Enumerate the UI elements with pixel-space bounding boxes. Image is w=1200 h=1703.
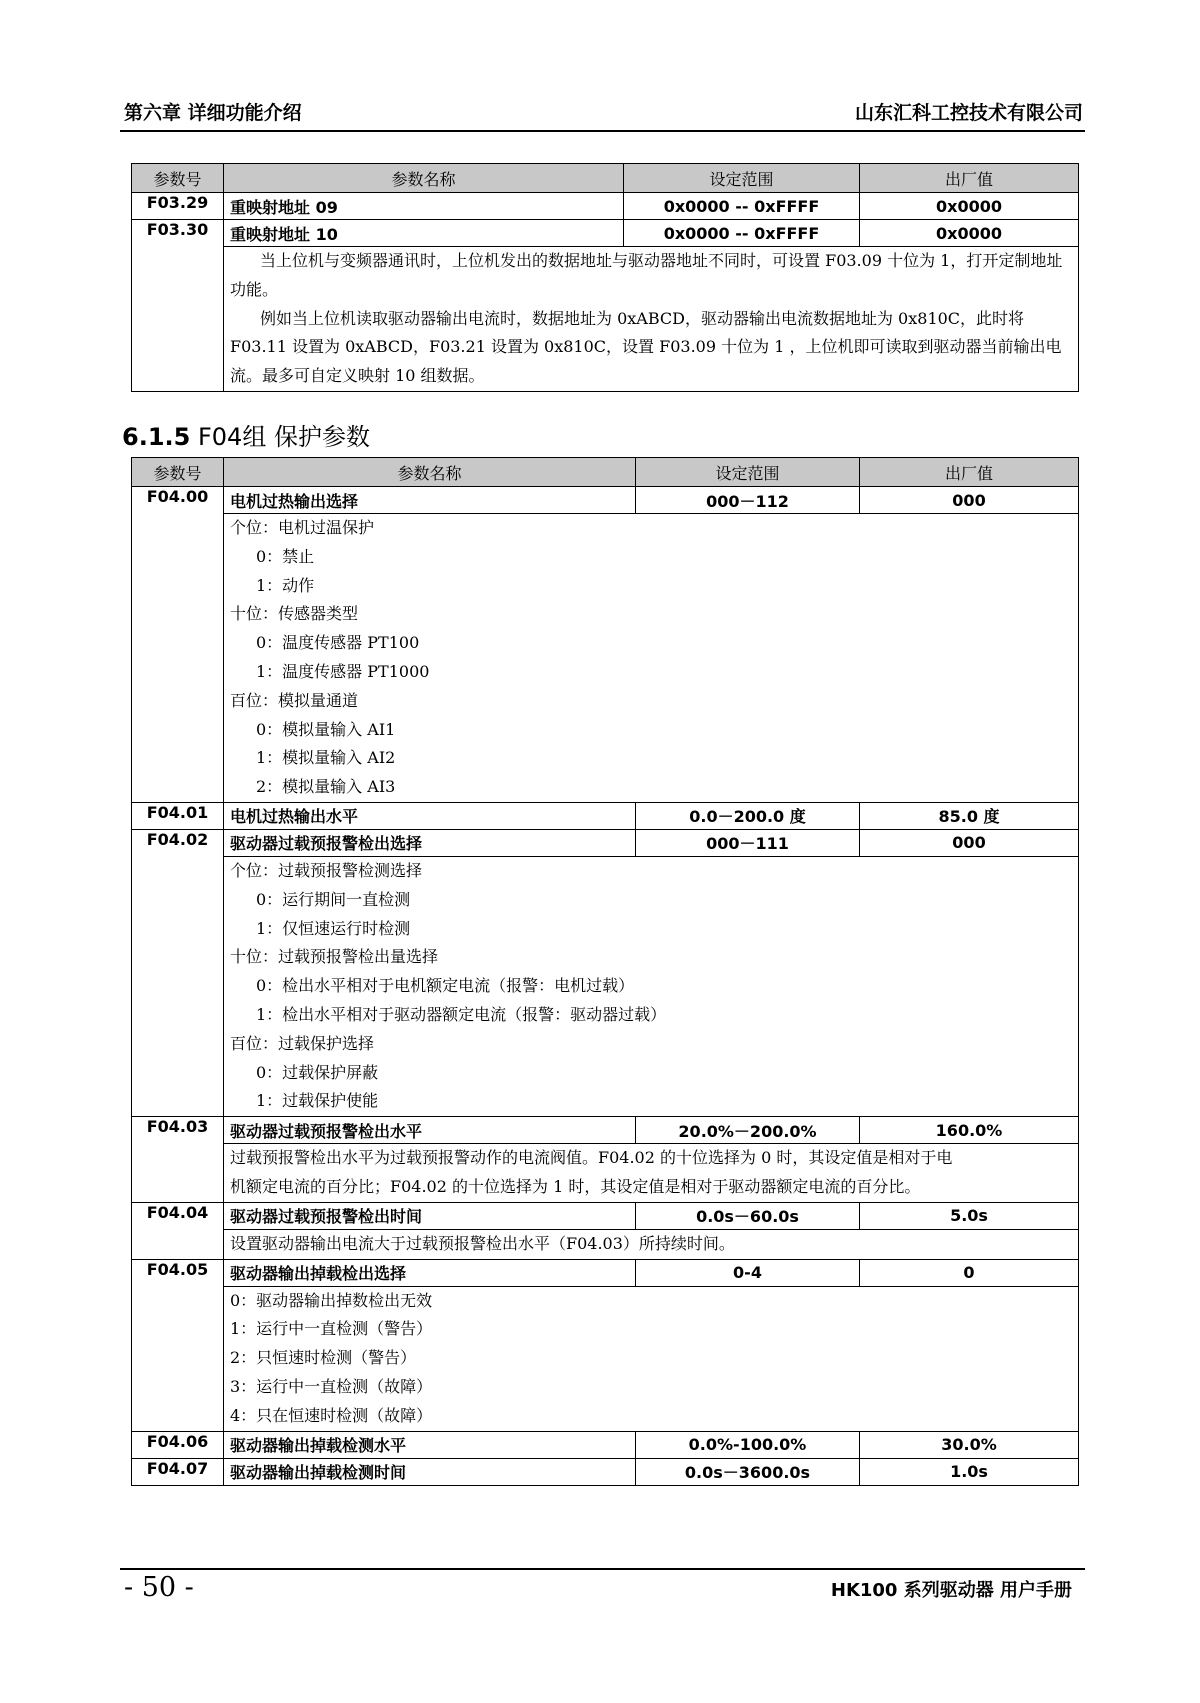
- param-description: [224, 1286, 1079, 1431]
- param-range: 0.0－200.0 度: [636, 802, 860, 829]
- desc-line: 1：动作: [256, 575, 315, 595]
- table-row: [132, 1458, 1079, 1485]
- param-default: 000: [860, 829, 1079, 856]
- desc-line: 4：只在恒速时检测（故障）: [230, 1405, 433, 1425]
- table-row: [132, 1431, 1079, 1458]
- param-range: 0x0000 -- 0xFFFF: [624, 220, 860, 247]
- param-name: 驱动器输出掉载检出选择: [224, 1259, 636, 1286]
- desc-line: 1：运行中一直检测（警告）: [230, 1319, 433, 1339]
- desc-line: 过载预报警检出水平为过载预报警动作的电流阀值。F04.02 的十位选择为 0 时，其设定值是相对于电: [230, 1148, 953, 1168]
- desc-line: 个位：电机过温保护: [230, 518, 375, 537]
- col-header-default: 出厂值: [860, 458, 1079, 487]
- col-header-range: 设定范围: [624, 164, 860, 193]
- desc-row: [132, 247, 1079, 392]
- table-row: [132, 487, 1079, 514]
- param-code: F03.30: [132, 220, 224, 392]
- desc-line: 2：模拟量输入 AI3: [256, 777, 396, 797]
- desc-row: [132, 514, 1079, 803]
- desc-paragraph: 当上位机与变频器通讯时，上位机发出的数据地址与驱动器地址不同时，可设置 F03.09 十位为 1，打开定制地址功能。: [230, 251, 1063, 299]
- param-description: [224, 1229, 1079, 1259]
- desc-line: 十位：过载预报警检出量选择: [230, 947, 439, 967]
- desc-line: 3：运行中一直检测（故障）: [230, 1376, 433, 1396]
- param-code: F04.07: [132, 1458, 224, 1485]
- param-description: [224, 856, 1079, 1116]
- table-row: [132, 1202, 1079, 1229]
- page-number: - 50 -: [124, 1572, 194, 1603]
- param-name: 电机过热输出选择: [224, 487, 636, 514]
- manual-title: HK100 系列驱动器 用户手册: [830, 1580, 1072, 1601]
- table-row: [132, 829, 1079, 856]
- param-name: 重映射地址 10: [224, 220, 624, 247]
- param-table-f04: [131, 457, 1079, 1486]
- desc-line: 0：模拟量输入 AI1: [256, 719, 396, 739]
- desc-line: 个位：过载预报警检测选择: [230, 860, 423, 880]
- param-code: F04.00: [132, 487, 224, 803]
- param-default: 0x0000: [860, 193, 1079, 220]
- param-default: 160.0%: [860, 1117, 1079, 1144]
- desc-paragraph: 例如当上位机读取驱动器输出电流时，数据地址为 0xABCD，驱动器输出电流数据地址为 0x810C，此时将 F03.11 设置为 0xABCD，F03.21 设置为 0x810C，设置 F03.09 十位为 1 ，上位机即可读取到驱动器当前输出电流。最多可自定义映射 10 组数据。: [230, 308, 1062, 386]
- section-number: 6.1.5: [122, 423, 191, 451]
- desc-line: 0：温度传感器 PT100: [256, 633, 420, 653]
- desc-line: 1：温度传感器 PT1000: [256, 661, 430, 681]
- param-range: 000－112: [636, 487, 860, 514]
- footer-rule: [120, 1568, 1085, 1570]
- desc-line: 0：驱动器输出掉数检出无效: [230, 1290, 433, 1310]
- param-default: 000: [860, 487, 1079, 514]
- table-row: [132, 193, 1079, 220]
- param-range: 0x0000 -- 0xFFFF: [624, 193, 860, 220]
- desc-line: 1：仅恒速运行时检测: [256, 918, 411, 938]
- desc-line: 十位：传感器类型: [230, 604, 359, 624]
- param-name: 电机过热输出水平: [224, 802, 636, 829]
- col-header-code: 参数号: [132, 164, 224, 193]
- param-name: 重映射地址 09: [224, 193, 624, 220]
- desc-line: 百位：模拟量通道: [230, 690, 359, 710]
- param-table-f03: [131, 163, 1079, 392]
- param-description: [224, 247, 1079, 392]
- desc-line: 0：检出水平相对于电机额定电流（报警：电机过载）: [256, 976, 635, 996]
- desc-line: 2：只恒速时检测（警告）: [230, 1348, 417, 1368]
- desc-line: 百位：过载保护选择: [230, 1033, 375, 1053]
- param-range: 0.0s－60.0s: [636, 1202, 860, 1229]
- desc-line: 设置驱动器输出电流大于过载预报警检出水平（F04.03）所持续时间。: [230, 1233, 735, 1253]
- col-header-default: 出厂值: [860, 164, 1079, 193]
- desc-row: [132, 1286, 1079, 1431]
- param-range: 0.0%-100.0%: [636, 1431, 860, 1458]
- desc-line: 机额定电流的百分比；F04.02 的十位选择为 1 时，其设定值是相对于驱动器额定电流的百分比。: [230, 1176, 921, 1196]
- desc-row: [132, 856, 1079, 1116]
- col-header-code: 参数号: [132, 458, 224, 487]
- table-row: [132, 1259, 1079, 1286]
- desc-line: 0：过载保护屏蔽: [256, 1062, 379, 1082]
- col-header-range: 设定范围: [636, 458, 860, 487]
- col-header-name: 参数名称: [224, 164, 624, 193]
- table-row: [132, 1117, 1079, 1144]
- param-code: F04.06: [132, 1431, 224, 1458]
- param-code: F04.02: [132, 829, 224, 1116]
- param-code: F04.03: [132, 1117, 224, 1203]
- section-title: F04组 保护参数: [197, 423, 370, 451]
- param-range: 000－111: [636, 829, 860, 856]
- param-default: 5.0s: [860, 1202, 1079, 1229]
- col-header-name: 参数名称: [224, 458, 636, 487]
- page-header: [120, 96, 1085, 132]
- desc-line: 1：模拟量输入 AI2: [256, 748, 396, 768]
- param-name: 驱动器输出掉载检测水平: [224, 1431, 636, 1458]
- table-header-row: [132, 458, 1079, 487]
- param-range: 0-4: [636, 1259, 860, 1286]
- desc-line: 1：检出水平相对于驱动器额定电流（报警：驱动器过载）: [256, 1004, 667, 1024]
- param-description: [224, 514, 1079, 803]
- table-header-row: [132, 164, 1079, 193]
- company-name: 山东汇科工控技术有限公司: [854, 102, 1083, 124]
- param-code: F04.01: [132, 802, 224, 829]
- param-name: 驱动器过载预报警检出水平: [224, 1117, 636, 1144]
- desc-line: 1：过载保护使能: [256, 1091, 379, 1111]
- desc-line: 0：运行期间一直检测: [256, 889, 411, 909]
- param-code: F04.05: [132, 1259, 224, 1431]
- desc-row: [132, 1144, 1079, 1203]
- param-default: 85.0 度: [860, 802, 1079, 829]
- param-description: [224, 1144, 1079, 1203]
- chapter-title: 第六章 详细功能介绍: [124, 102, 302, 124]
- param-default: 30.0%: [860, 1431, 1079, 1458]
- param-default: 0x0000: [860, 220, 1079, 247]
- table-row: [132, 220, 1079, 247]
- table-row: [132, 802, 1079, 829]
- desc-line: 0：禁止: [256, 546, 315, 566]
- param-range: 20.0%－200.0%: [636, 1117, 860, 1144]
- param-default: 1.0s: [860, 1458, 1079, 1485]
- param-default: 0: [860, 1259, 1079, 1286]
- param-name: 驱动器输出掉载检测时间: [224, 1458, 636, 1485]
- param-name: 驱动器过载预报警检出时间: [224, 1202, 636, 1229]
- desc-row: [132, 1229, 1079, 1259]
- param-code: F04.04: [132, 1202, 224, 1259]
- section-heading: [122, 417, 370, 452]
- param-code: F03.29: [132, 193, 224, 220]
- param-name: 驱动器过载预报警检出选择: [224, 829, 636, 856]
- param-range: 0.0s－3600.0s: [636, 1458, 860, 1485]
